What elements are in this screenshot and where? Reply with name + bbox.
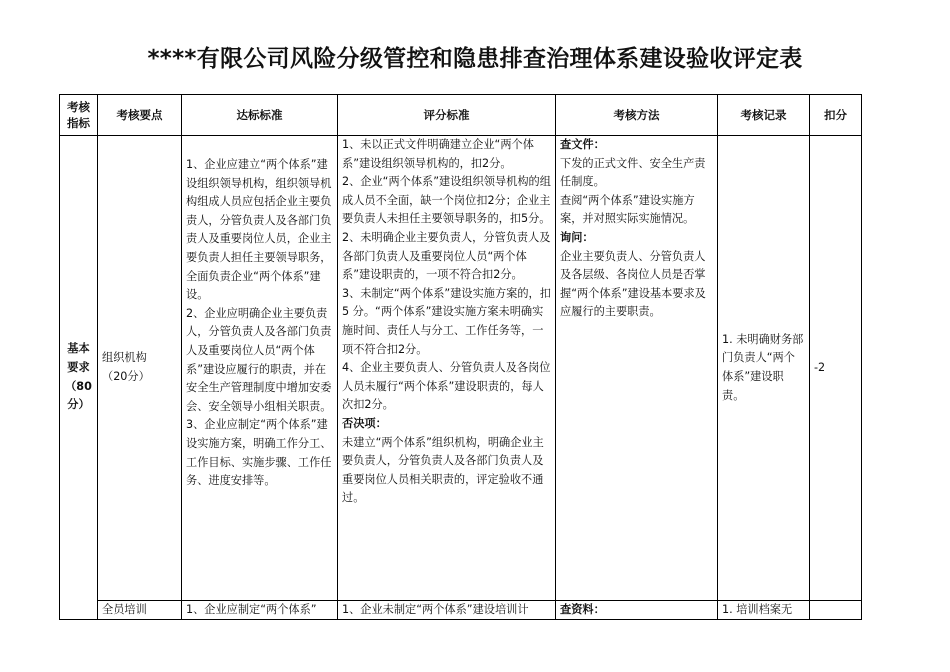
scoring-text: 1、未以正式文件明确建立企业“两个体系”建设组织领导机构的，扣2分。 2、企业“两个体系”建设组织领导机构的组成人员不全面，缺一个岗位扣2分；企业主要负责人未担任主要领导职务的，扣5分。 2、未明确企业主要负责人，分管负责人及各部门负责人及重要岗位人员“两个体系”建设职责的，一项不符合扣2分。 3、未制定“两个体系”建设实施方案的，扣 5 分。“两个体系”建设实施方案未明确实施时间、责任人与分工、工作任务等，一项不符合扣2分。 4、企业主要负责人、分管负责人及各岗位人员未履行“两个体系”建设职责的，每人次扣2分。 bbox=[342, 138, 551, 412]
scoring-cell: 1、企业未制定“两个体系”建设培训计 bbox=[338, 601, 556, 620]
scoring-cell bbox=[338, 136, 556, 601]
record-cell: 1. 培训档案无 bbox=[718, 601, 810, 620]
page-title: ****有限公司风险分级管控和隐患排查治理体系建设验收评定表 bbox=[147, 46, 803, 72]
header-method: 考核方法 bbox=[556, 95, 718, 136]
header-point: 考核要点 bbox=[98, 95, 182, 136]
header-indicator: 考核 指标 bbox=[60, 95, 98, 136]
header-row bbox=[60, 95, 862, 136]
evaluation-table bbox=[59, 94, 862, 620]
table-row bbox=[60, 136, 862, 601]
header-deduct: 扣分 bbox=[810, 95, 862, 136]
table-row bbox=[60, 601, 862, 620]
header-standard: 达标标准 bbox=[182, 95, 338, 136]
method-text-inquiry: 企业主要负责人、分管负责人及各层级、各岗位人员是否掌握“两个体系”建设基本要求及应履行的主要职责。 bbox=[560, 249, 706, 319]
method-label-docs: 查文件： bbox=[560, 138, 605, 151]
standard-cell: 1、企业应建立“两个体系”建设组织领导机构，组织领导机构组成人员应包括企业主要负责人，分管负责人及各部门负责人及重要岗位人员，企业主要负责人担任主要领导职务，全面负责企业“两个体系”建设。 2、企业应明确企业主要负责人，分管负责人及各部门负责人及重要岗位人员“两个体系”建设应履行的职责，并在安全生产管理制度中增加安委会、安全领导小组相关职责。 3、企业应制定“两个体系”建设实施方案，明确工作分工、工作目标、实施步骤、工作任务、进度安排等。 bbox=[182, 136, 338, 601]
standard-cell: 1、企业应制定“两个体系” bbox=[182, 601, 338, 620]
deduct-cell bbox=[810, 601, 862, 620]
point-cell: 组织机构 （20分） bbox=[98, 136, 182, 601]
method-cell bbox=[556, 136, 718, 601]
deduct-cell: -2 bbox=[810, 136, 862, 601]
method-cell: 查资料： bbox=[556, 601, 718, 620]
indicator-cell: 基本 要求 （80 分） bbox=[60, 136, 98, 620]
header-scoring: 评分标准 bbox=[338, 95, 556, 136]
header-record: 考核记录 bbox=[718, 95, 810, 136]
veto-text: 未建立“两个体系”组织机构，明确企业主要负责人，分管负责人及各部门负责人及重要岗位人员相关职责的，评定验收不通过。 bbox=[342, 435, 544, 505]
point-cell: 全员培训 bbox=[98, 601, 182, 620]
veto-label: 否决项： bbox=[342, 416, 387, 430]
method-label-inquiry: 询问： bbox=[560, 230, 594, 244]
method-text-docs: 下发的正式文件、安全生产责任制度。 查阅“两个体系”建设实施方案，并对照实际实施情况。 bbox=[560, 156, 706, 226]
record-cell: 1. 未明确财务部门负责人“两个体系”建设职责。 bbox=[718, 136, 810, 601]
